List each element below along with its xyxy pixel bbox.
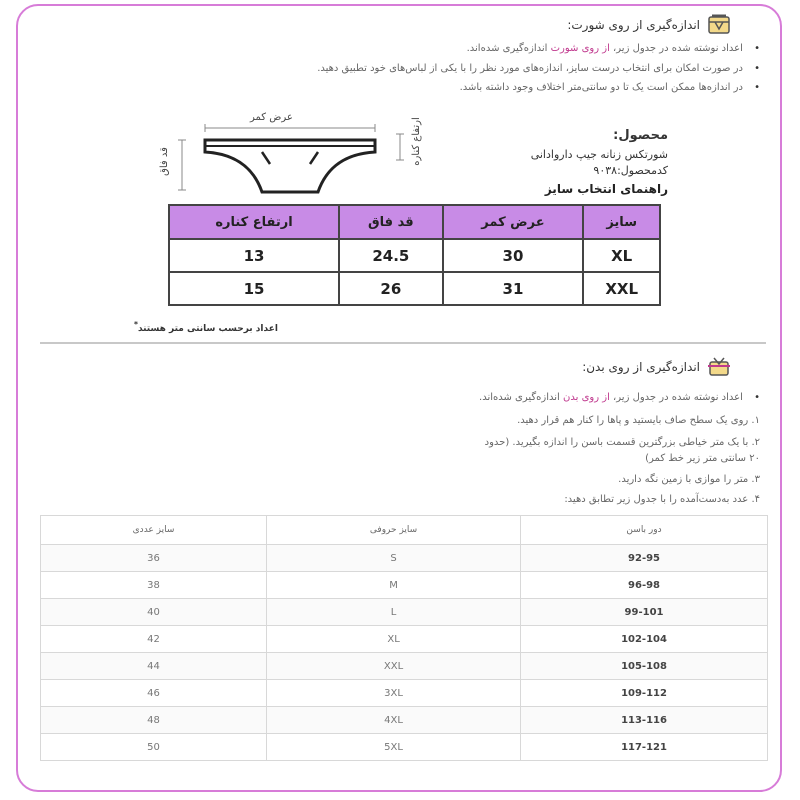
product-name: شورتکس زنانه جیپ داروادانی (530, 148, 668, 161)
bullet-3: • در اندازه‌ها ممکن است یک تا دو سانتی‌متر اختلاف وجود داشته باشد. (460, 82, 760, 93)
cell: 113-116 (521, 707, 768, 734)
briefs-diagram (170, 122, 420, 202)
bullet-2: • در صورت امکان برای انتخاب درست سایز، اندازه‌های مورد نظر را با یکی از لباس‌های خود تطبیق دهید. (317, 63, 760, 74)
waist-label: عرض کمر (250, 112, 293, 123)
step-3: ۳. متر را موازی با زمین نگه دارید. (618, 474, 760, 485)
cell: 40 (41, 599, 267, 626)
header-crotch: قد فاق (339, 205, 443, 239)
cell: XL (267, 626, 521, 653)
cell: 46 (41, 680, 267, 707)
size-table (168, 204, 661, 306)
shorts-icon (706, 14, 732, 36)
step-2: ۲. با یک متر خیاطی بزرگترین قسمت باسن را اندازه بگیرید. (حدود (484, 437, 760, 448)
body-table-header (41, 516, 768, 545)
body-size-table (40, 515, 768, 761)
table-row (41, 707, 768, 734)
cell: 36 (41, 545, 267, 572)
section-divider (40, 342, 766, 344)
cell: L (267, 599, 521, 626)
cell: 13 (169, 239, 339, 272)
cell: XL (583, 239, 660, 272)
section1-title-text: اندازه‌گیری از روی شورت: (567, 18, 700, 32)
cell: 48 (41, 707, 267, 734)
cell: 26 (339, 272, 443, 305)
step-1: ۱. روی یک سطح صاف بایستید و پاها را کنار هم قرار دهید. (517, 415, 760, 426)
cell: 24.5 (339, 239, 443, 272)
cell: 99-101 (521, 599, 768, 626)
product-code: کدمحصول:۹۰۳۸ (593, 164, 668, 177)
section1-title (567, 14, 732, 36)
cell: S (267, 545, 521, 572)
cell: XXL (583, 272, 660, 305)
table-row (41, 680, 768, 707)
cell: 109-112 (521, 680, 768, 707)
section2-title (582, 356, 732, 378)
cell: 96-98 (521, 572, 768, 599)
cell: 4XL (267, 707, 521, 734)
cell: 44 (41, 653, 267, 680)
size-table-header (169, 205, 660, 239)
table-row (41, 599, 768, 626)
side-height-label: ارتفاع کناره (410, 117, 422, 166)
cell: 105-108 (521, 653, 768, 680)
table-row (41, 626, 768, 653)
cell: 92-95 (521, 545, 768, 572)
cell: 42 (41, 626, 267, 653)
table-row (41, 653, 768, 680)
cell: M (267, 572, 521, 599)
header-waist: عرض کمر (443, 205, 584, 239)
table-row (169, 239, 660, 272)
cell: 3XL (267, 680, 521, 707)
intro-bullet: • اعداد نوشته شده در جدول زیر، از روی بدن اندازه‌گیری شده‌اند. (479, 392, 760, 403)
cell: XXL (267, 653, 521, 680)
body-measure-icon (706, 356, 732, 378)
cell: 30 (443, 239, 584, 272)
highlight-text: از روی شورت (550, 43, 610, 54)
step-2-cont: ۲۰ سانتی متر زیر خط کمر) (645, 453, 760, 464)
cell: 5XL (267, 734, 521, 761)
section2-title-text: اندازه‌گیری از روی بدن: (582, 360, 700, 374)
header-hip: دور باسن (521, 516, 768, 545)
size-guide-title: راهنمای انتخاب سایز (544, 182, 668, 196)
cell: 31 (443, 272, 584, 305)
header-letter-size: سایز حروفی (267, 516, 521, 545)
table-row (41, 545, 768, 572)
cell: 50 (41, 734, 267, 761)
cell: 117-121 (521, 734, 768, 761)
header-side: ارتفاع کناره (169, 205, 339, 239)
header-size: سایز (583, 205, 660, 239)
step-4: ۴. عدد به‌دست‌آمده را با جدول زیر تطابق دهید: (564, 494, 760, 505)
table-row (169, 272, 660, 305)
cell: 102-104 (521, 626, 768, 653)
header-number-size: سایز عددی (41, 516, 267, 545)
table-row (41, 572, 768, 599)
cell: 15 (169, 272, 339, 305)
table-row (41, 734, 768, 761)
unit-note: اعداد برحسب سانتی متر هستند* (134, 320, 278, 334)
bullet-1: • اعداد نوشته شده در جدول زیر، از روی شورت اندازه‌گیری شده‌اند. (467, 43, 760, 54)
cell: 38 (41, 572, 267, 599)
product-heading: محصول: (613, 128, 668, 143)
highlight-text: از روی بدن (563, 392, 610, 403)
crotch-label: قد فاق (158, 147, 170, 176)
